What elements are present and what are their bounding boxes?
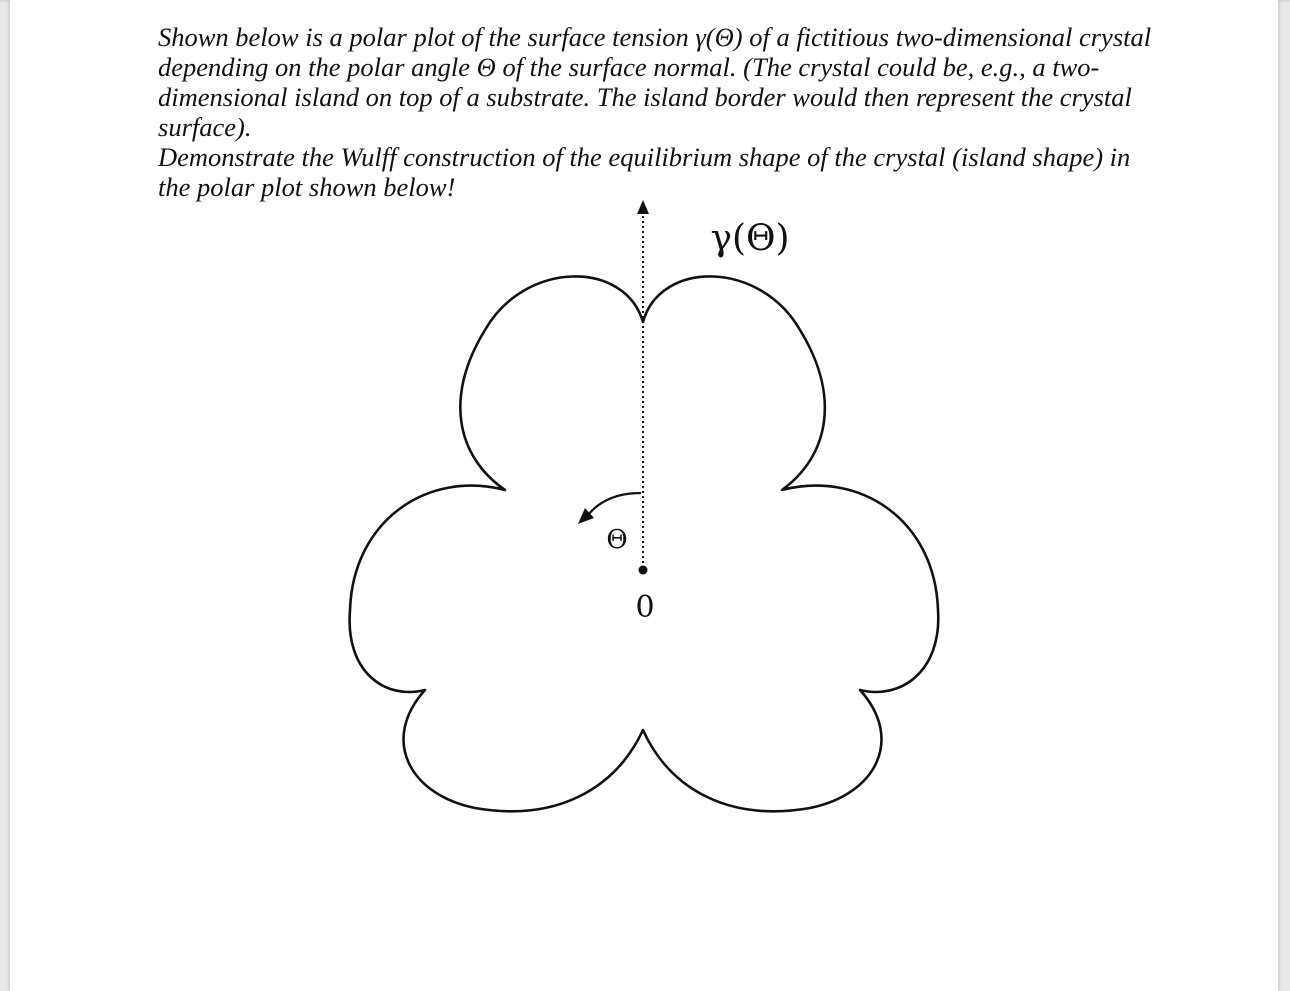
- problem-line-2: depending on the polar angle Θ of the surface normal. (The crystal could be, e.g., a two-: [158, 52, 1100, 82]
- origin-label: 0: [635, 590, 655, 625]
- problem-line-1: Shown below is a polar plot of the surface tension γ(Θ) of a fictitious two-dimensional crystal: [158, 22, 1152, 52]
- problem-line-4: surface).: [158, 112, 252, 142]
- problem-line-6: the polar plot shown below!: [158, 172, 456, 202]
- origin-point: [639, 566, 648, 575]
- axis-arrowhead: [637, 200, 649, 214]
- problem-line-5: Demonstrate the Wulff construction of the equilibrium shape of the crystal (island shape) in: [158, 142, 1131, 172]
- angle-label: Θ: [606, 525, 628, 555]
- problem-line-3: dimensional island on top of a substrate. The island border would then represent the crystal: [158, 82, 1132, 112]
- curve-label: γ(Θ): [710, 218, 790, 259]
- angle-arc: [588, 493, 641, 515]
